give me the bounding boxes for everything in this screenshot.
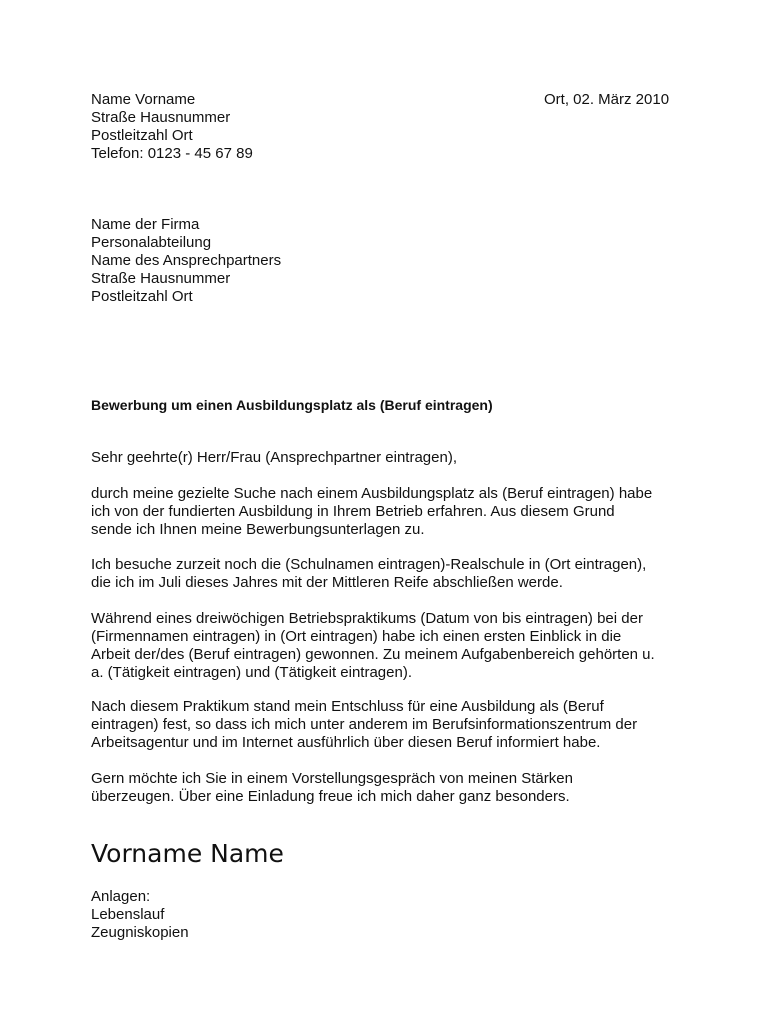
sender-street: Straße Hausnummer	[91, 109, 231, 126]
body-paragraph	[91, 698, 691, 752]
attachment-item: Lebenslauf	[91, 906, 165, 923]
body-paragraph	[91, 556, 691, 592]
paragraph-line: Arbeit der/des (Beruf eintragen) gewonnen. Zu meinem Aufgabenbereich gehörten u.	[91, 646, 655, 663]
recipient-city: Postleitzahl Ort	[91, 288, 193, 305]
paragraph-line: a. (Tätigkeit eintragen) und (Tätigkeit eintragen).	[91, 664, 412, 681]
salutation: Sehr geehrte(r) Herr/Frau (Ansprechpartner eintragen),	[91, 449, 457, 466]
letter-date: Ort, 02. März 2010	[544, 91, 670, 108]
paragraph-line: Nach diesem Praktikum stand mein Entschluss für eine Ausbildung als (Beruf	[91, 698, 604, 715]
paragraph-line: ich von der fundierten Ausbildung in Ihrem Betrieb erfahren. Aus diesem Grund	[91, 503, 615, 520]
paragraph-line: (Firmennamen eintragen) in (Ort eintragen) habe ich einen ersten Einblick in die	[91, 628, 622, 645]
body-paragraph	[91, 770, 691, 806]
paragraph-line: durch meine gezielte Suche nach einem Ausbildungsplatz als (Beruf eintragen) habe	[91, 485, 653, 502]
recipient-street: Straße Hausnummer	[91, 270, 231, 287]
sender-phone: Telefon: 0123 - 45 67 89	[91, 145, 253, 162]
body-paragraph	[91, 485, 691, 539]
attachments-heading: Anlagen:	[91, 888, 151, 905]
attachments	[91, 888, 189, 942]
sender-name: Name Vorname	[91, 91, 196, 108]
sender-address	[91, 91, 253, 163]
recipient-address	[91, 216, 281, 306]
paragraph-line: überzeugen. Über eine Einladung freue ich mich daher ganz besonders.	[91, 788, 570, 805]
paragraph-line: eintragen) fest, so dass ich mich unter anderem im Berufsinformationszentrum der	[91, 716, 638, 733]
paragraph-line: Während eines dreiwöchigen Betriebspraktikums (Datum von bis eintragen) bei der	[91, 610, 643, 627]
signature-name: Vorname Name	[91, 839, 284, 868]
paragraph-line: Arbeitsagentur und im Internet ausführlich über diesen Beruf informiert habe.	[91, 734, 601, 751]
paragraph-line: Gern möchte ich Sie in einem Vorstellungsgespräch von meinen Stärken	[91, 770, 573, 787]
attachment-item: Zeugniskopien	[91, 924, 189, 941]
recipient-contact: Name des Ansprechpartners	[91, 252, 282, 269]
recipient-department: Personalabteilung	[91, 234, 212, 251]
paragraph-line: Ich besuche zurzeit noch die (Schulnamen eintragen)-Realschule in (Ort eintragen),	[91, 556, 647, 573]
recipient-company: Name der Firma	[91, 216, 200, 233]
paragraph-line: sende ich Ihnen meine Bewerbungsunterlagen zu.	[91, 521, 425, 538]
letter-subject: Bewerbung um einen Ausbildungsplatz als (Beruf eintragen)	[91, 397, 493, 413]
body-paragraph	[91, 610, 691, 682]
sender-city: Postleitzahl Ort	[91, 127, 193, 144]
paragraph-line: die ich im Juli dieses Jahres mit der Mittleren Reife abschließen werde.	[91, 574, 563, 591]
